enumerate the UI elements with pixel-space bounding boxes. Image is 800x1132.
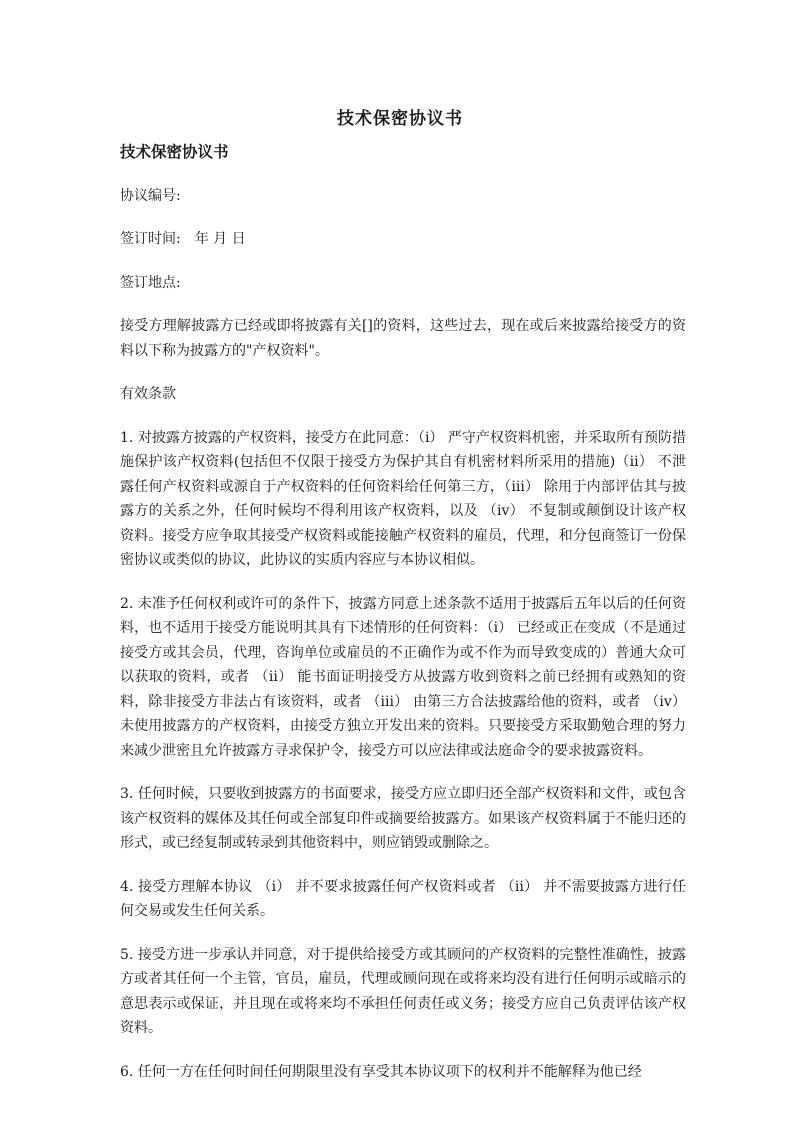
document-subtitle: 技术保密协议书 — [120, 142, 229, 161]
section-heading: 有效条款 — [120, 386, 176, 402]
clause-1: 1. 对披露方披露的产权资料，接受方在此同意：（i） 严守产权资料机密，并采取所有预防措施保护该产权资料(包括但不仅限于接受方为保护其自有机密材料所采用的措施)（ii） 不泄露任何产权资料或源自于产权资料的任何资料给任何第三方，（iii） 除用于内部评估其与披露方的关系之外，任何时候均不得利用该产权资料，以及 （iv） 不复制或颠倒设计该产权资料。接受方应争取其接受产权资料或能接触产权资料的雇员，代理，和分包商签订一份保密协议或类似的协议，此协议的实质内容应与本协议相似。 — [120, 429, 686, 568]
sign-place-field: 签订地点: — [120, 274, 181, 291]
intro-paragraph: 接受方理解披露方已经或即将披露有关[]的资料，这些过去，现在或后来披露给接受方的资料以下称为披露方的"产权资料"。 — [120, 318, 686, 359]
clause-5: 5. 接受方进一步承认并同意，对于提供给接受方或其顾问的产权资料的完整性准确性，披露方或者其任何一个主管，官员，雇员，代理或顾问现在或将来均没有进行任何明示或暗示的意思表示或保证，并且现在或将来均不承担任何责任或义务；接受方应自己负责评估该产权资料。 — [120, 946, 686, 1036]
document-title: 技术保密协议书 — [337, 109, 463, 129]
clause-2: 2. 未准予任何权利或许可的条件下，披露方同意上述条款不适用于披露后五年以后的任何资料，也不适用于接受方能说明其具有下述情形的任何资料：（i） 已经或正在变成（不是通过接受方或其会员，代理，咨询单位或雇员的不正确作为或不作为而导致变成的）普通大众可以获取的资料，或者 （ii） 能书面证明接受方从披露方收到资料之前已经拥有或熟知的资料，除非接受方非法占有该资料，或者 （iii） 由第三方合法披露给他的资料，或者 （iv） 未使用披露方的产权资料，由接受方独立开发出来的资料。只要接受方采取勤勉合理的努力来减少泄密且允许披露方寻求保护令，接受方可以应法律或法庭命令的要求披露资料。 — [120, 595, 686, 759]
clause-6: 6. 任何一方在任何时间任何期限里没有享受其本协议项下的权利并不能解释为他已经 — [120, 1063, 642, 1080]
document-body — [120, 140, 686, 1103]
clause-4: 4. 接受方理解本协议 （i） 并不要求披露任何产权资料或者 （ii） 并不需要披露方进行任何交易或发生任何关系。 — [120, 878, 686, 919]
sign-date-field: 签订时间: 年 月 日 — [120, 231, 246, 247]
agreement-number-field: 协议编号: — [120, 187, 181, 204]
clause-3: 3. 任何时候，只要收到披露方的书面要求，接受方应立即归还全部产权资料和文件，或包含该产权资料的媒体及其任何或全部复印件或摘要给披露方。如果该产权资料属于不能归还的形式，或已经复制或转录到其他资料中，则应销毁或删除之。 — [120, 786, 686, 851]
